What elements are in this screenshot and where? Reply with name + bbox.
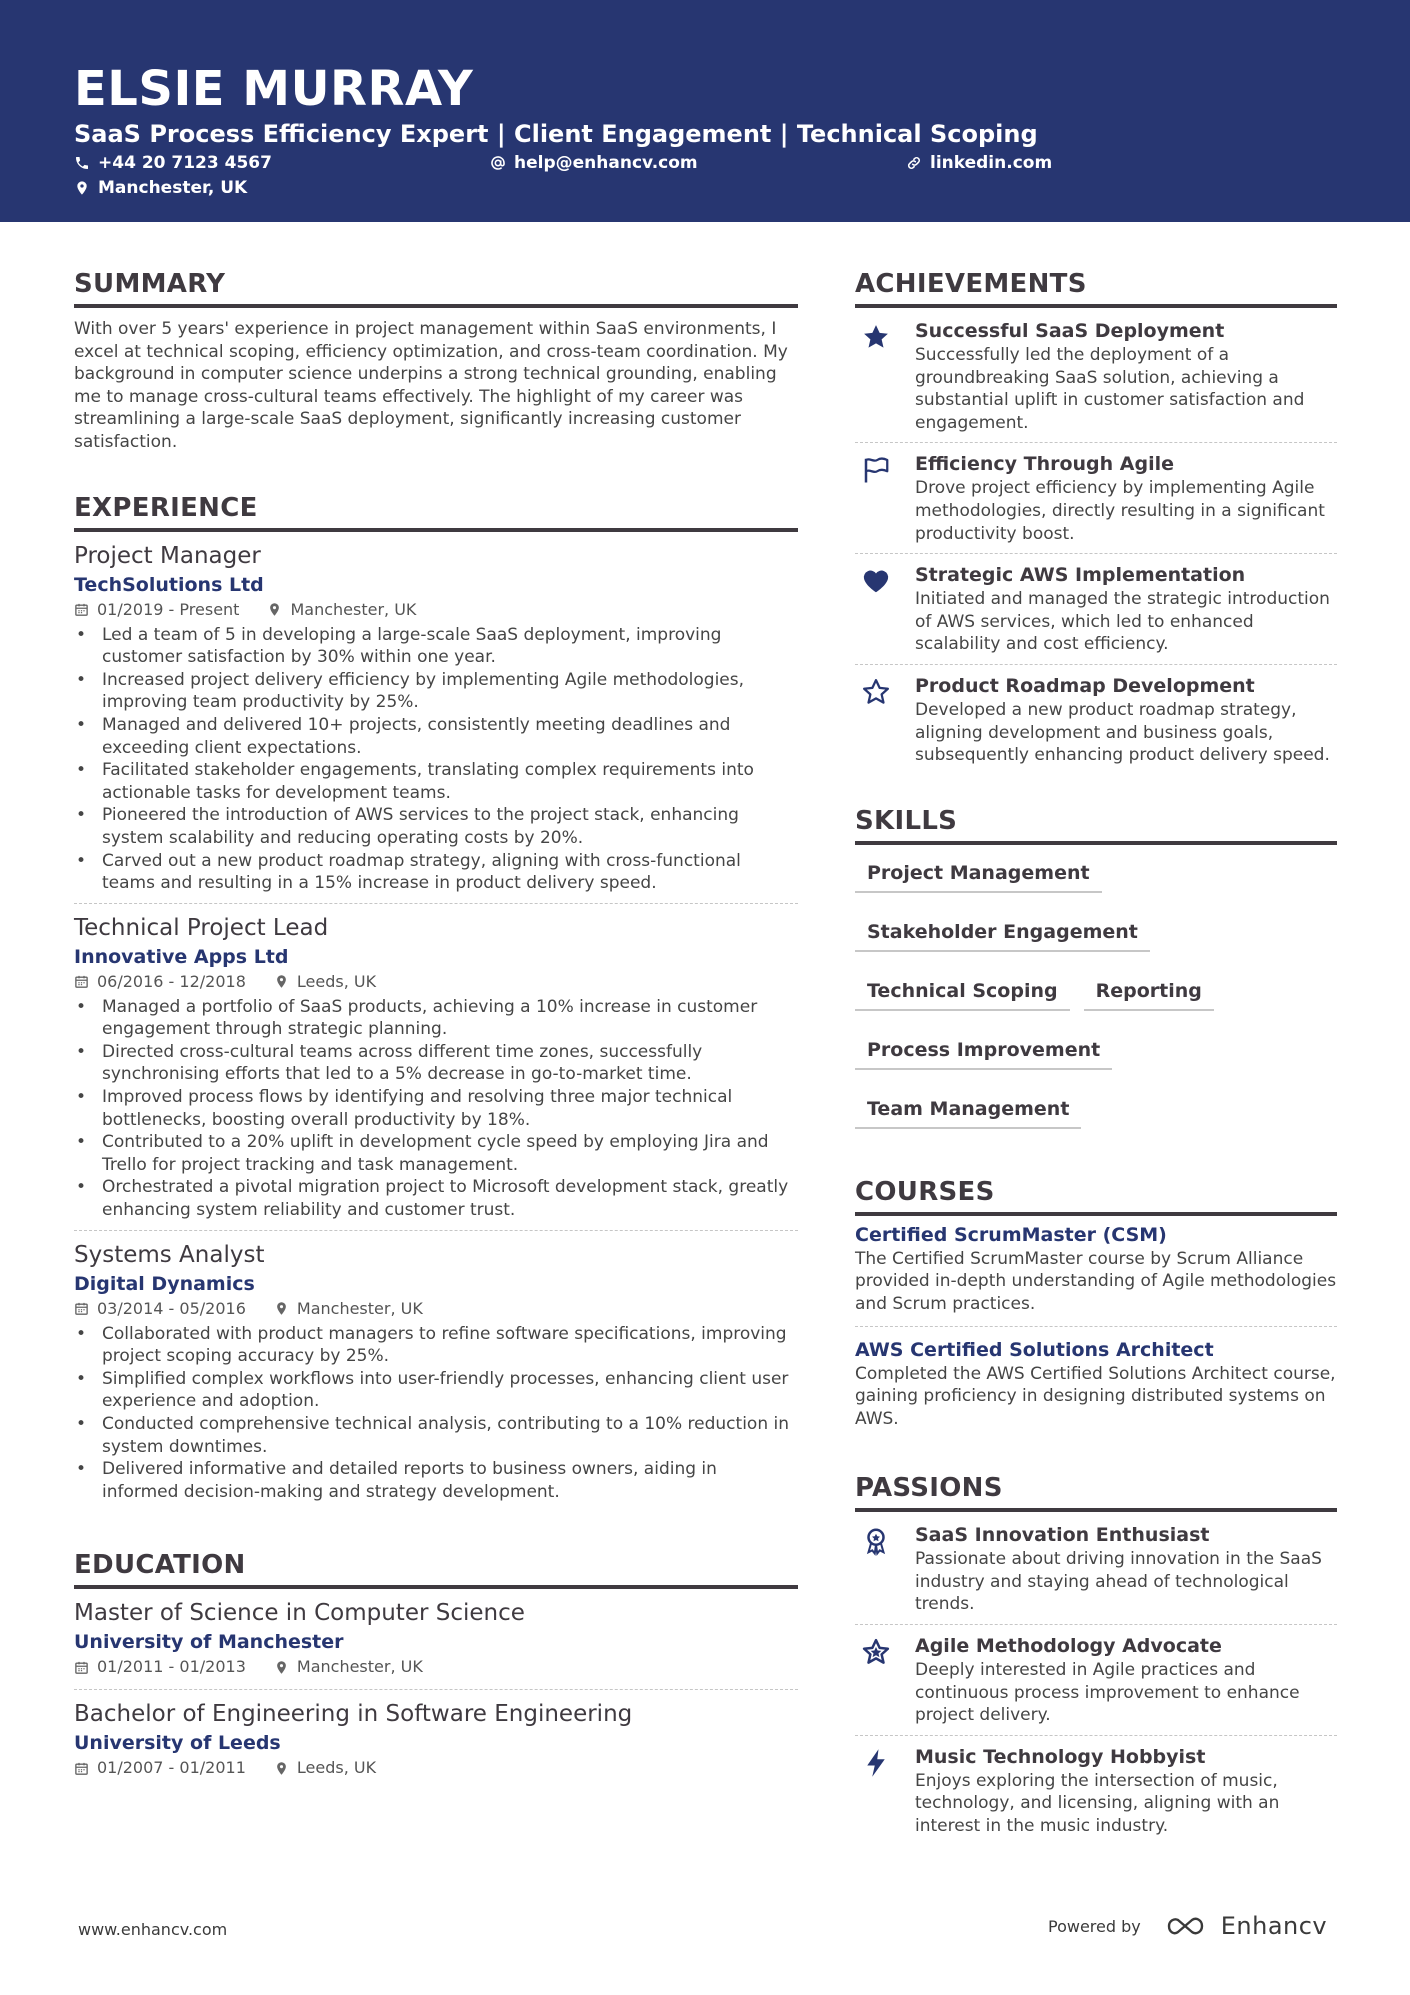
- calendar-icon: [74, 1761, 89, 1776]
- passion-title: Music Technology Hobbyist: [915, 1745, 1206, 1768]
- bullet-item: • Managed and delivered 10+ projects, consistently meeting deadlines and exceeding client expectations.: [74, 714, 798, 759]
- linkedin-text[interactable]: linkedin.com: [930, 153, 1053, 173]
- course-desc: The Certified ScrumMaster course by Scrum Alliance provided in-depth understanding of Agile methodologies and Scrum practices.: [855, 1248, 1337, 1314]
- degree-title: Master of Science in Computer Science: [74, 1600, 525, 1627]
- candidate-name: ELSIE MURRAY: [74, 61, 474, 117]
- courses-title: COURSES: [855, 1174, 1337, 1216]
- location-text: Manchester, UK: [98, 178, 248, 198]
- job-bullets: [74, 1323, 798, 1504]
- right-column: [855, 266, 1337, 1846]
- education-dates: 01/2011 - 01/2013: [97, 1657, 246, 1677]
- calendar-icon: [74, 602, 89, 617]
- bullet-item: • Carved out a new product roadmap strategy, aligning with cross-functional teams and resulting in a 15% increase in product delivery speed.: [74, 850, 798, 895]
- bullet-item: • Led a team of 5 in developing a large-scale SaaS deployment, improving customer satisfaction by 30% within one year.: [74, 624, 798, 669]
- passion-title: Agile Methodology Advocate: [915, 1635, 1222, 1658]
- candidate-headline: SaaS Process Efficiency Expert | Client Engagement | Technical Scoping: [74, 120, 1038, 148]
- education-meta: [74, 1655, 798, 1679]
- achievement-item: [855, 310, 1337, 443]
- job-meta: [74, 1297, 798, 1321]
- powered-by-text: Powered by: [1048, 1916, 1141, 1936]
- location-pin-icon: [274, 1301, 289, 1316]
- job-dates: 06/2016 - 12/2018: [97, 971, 246, 991]
- bullet-item: • Contributed to a 20% uplift in development cycle speed by employing Jira and Trello for project tracking and task management.: [74, 1131, 798, 1176]
- passion-desc: Enjoys exploring the intersection of music, technology, and licensing, aligning with an interest in the music industry.: [915, 1770, 1280, 1837]
- bullet-item: • Improved process flows by identifying and resolving three major technical bottlenecks, boosting overall productivity by 18%.: [74, 1086, 798, 1131]
- job-bullets: [74, 624, 798, 895]
- company-name: Digital Dynamics: [74, 1272, 255, 1295]
- course-item: [855, 1222, 1337, 1327]
- phone-icon: [74, 155, 90, 171]
- passion-desc: Deeply interested in Agile practices and continuous process improvement to enhance project delivery.: [915, 1660, 1300, 1726]
- degree-title: Bachelor of Engineering in Software Engineering: [74, 1701, 633, 1728]
- education-entry: [74, 1698, 798, 1790]
- achievement-title: Strategic AWS Implementation: [915, 564, 1246, 587]
- education-dates: 01/2007 - 01/2011: [97, 1758, 246, 1778]
- achievement-item: [855, 665, 1337, 775]
- left-column: [74, 266, 798, 1798]
- skill-tag: Project Management: [855, 853, 1102, 893]
- job-bullets: [74, 996, 798, 1222]
- achievement-desc: Developed a new product roadmap strategy, aligning development and business goals, subsequently enhancing product delivery speed.: [915, 699, 1330, 766]
- at-icon: [490, 155, 506, 171]
- footer-branding: [1048, 1912, 1327, 1940]
- achievement-desc: Initiated and managed the strategic introduction of AWS services, which led to enhanced scalability and cost efficiency.: [915, 589, 1330, 655]
- achievement-item: [855, 443, 1337, 554]
- contact-phone: [74, 152, 272, 174]
- achievement-title: Efficiency Through Agile: [915, 453, 1175, 476]
- job-entry: [74, 540, 798, 904]
- star-filled-icon: [861, 322, 891, 352]
- education-meta: [74, 1756, 798, 1780]
- education-entry: [74, 1597, 798, 1690]
- calendar-icon: [74, 974, 89, 989]
- bullet-item: • Pioneered the introduction of AWS services to the project stack, enhancing system scalability and reducing operating costs by 20%.: [74, 804, 798, 849]
- bullet-item: • Simplified complex workflows into user-friendly processes, enhancing client user experience and adoption.: [74, 1368, 798, 1413]
- passion-desc: Passionate about driving innovation in the SaaS industry and staying ahead of technological trends.: [915, 1549, 1322, 1615]
- bullet-item: • Collaborated with product managers to refine software specifications, improving project scoping accuracy by 25%.: [74, 1323, 798, 1368]
- lightning-icon: [861, 1748, 891, 1778]
- experience-title: EXPERIENCE: [74, 490, 798, 532]
- location-pin-icon: [267, 602, 282, 617]
- job-location-text: Leeds, UK: [296, 971, 377, 991]
- job-dates: 01/2019 - Present: [97, 599, 240, 619]
- job-entry: [74, 1239, 798, 1512]
- award-icon: [861, 1526, 891, 1556]
- bullet-item: • Facilitated stakeholder engagements, translating complex requirements into actionable tasks for development teams.: [74, 759, 798, 804]
- passion-item: [855, 1625, 1337, 1736]
- achievements-title: ACHIEVEMENTS: [855, 266, 1337, 308]
- job-meta: [74, 598, 798, 622]
- footer-website[interactable]: www.enhancv.com: [78, 1920, 228, 1939]
- school-name: University of Leeds: [74, 1732, 281, 1755]
- achievement-title: Product Roadmap Development: [915, 674, 1255, 697]
- school-name: University of Manchester: [74, 1631, 344, 1654]
- skill-tag: Process Improvement: [855, 1030, 1112, 1070]
- education-location: [274, 1655, 423, 1679]
- achievement-desc: Successfully led the deployment of a groundbreaking SaaS solution, achieving a substantial uplift in customer satisfaction and engagement.: [915, 345, 1305, 433]
- brand-name: Enhancv: [1220, 1912, 1328, 1940]
- location-pin-icon: [274, 1660, 289, 1675]
- contact-location: [74, 177, 247, 199]
- link-icon: [906, 155, 922, 171]
- education-location-text: Manchester, UK: [296, 1657, 423, 1677]
- location-pin-icon: [274, 1761, 289, 1776]
- bullet-item: • Increased project delivery efficiency by implementing Agile methodologies, improving team productivity by 25%.: [74, 669, 798, 714]
- achievement-item: [855, 554, 1337, 665]
- company-name: TechSolutions Ltd: [74, 573, 264, 596]
- calendar-icon: [74, 1660, 89, 1675]
- skills-title: SKILLS: [855, 803, 1337, 845]
- job-entry: [74, 912, 798, 1231]
- job-meta: [74, 970, 798, 994]
- enhancv-logo-icon: [1165, 1914, 1213, 1938]
- skill-tag: Team Management: [855, 1089, 1081, 1129]
- summary-text: With over 5 years' experience in project management within SaaS environments, I excel at technical scoping, efficiency optimization, and cross-team coordination. My background in computer science underpins a strong technical grounding, enabling me to manage cross-cultural teams effectively. The highlight of my career was streamlining a large-scale SaaS deployment, significantly increasing customer satisfaction.: [74, 319, 788, 452]
- skill-tag: Reporting: [1084, 971, 1214, 1011]
- education-location: [274, 1756, 376, 1780]
- resume-header: [0, 0, 1410, 222]
- passion-item: [855, 1736, 1337, 1846]
- star-outline-icon: [861, 677, 891, 707]
- heart-icon: [861, 566, 891, 596]
- location-pin-icon: [274, 974, 289, 989]
- job-title: Systems Analyst: [74, 1241, 265, 1268]
- course-title: Certified ScrumMaster (CSM): [855, 1223, 1167, 1246]
- passion-title: SaaS Innovation Enthusiast: [915, 1524, 1210, 1547]
- achievement-desc: Drove project efficiency by implementing Agile methodologies, directly resulting in a significant productivity boost.: [915, 478, 1325, 544]
- course-title: AWS Certified Solutions Architect: [855, 1338, 1214, 1361]
- sparkle-star-icon: [861, 1637, 891, 1667]
- passions-title: PASSIONS: [855, 1470, 1337, 1512]
- company-name: Innovative Apps Ltd: [74, 945, 289, 968]
- job-location: [274, 1297, 423, 1321]
- passion-item: [855, 1514, 1337, 1625]
- location-pin-icon: [74, 180, 90, 196]
- contact-email[interactable]: [490, 152, 698, 174]
- phone-text: +44 20 7123 4567: [98, 153, 272, 173]
- job-location-text: Manchester, UK: [290, 599, 417, 619]
- flag-icon: [861, 455, 891, 485]
- job-location: [267, 598, 416, 622]
- job-location-text: Manchester, UK: [296, 1298, 423, 1318]
- bullet-item: • Orchestrated a pivotal migration project to Microsoft development stack, greatly enhancing system reliability and customer trust.: [74, 1176, 798, 1221]
- bullet-item: • Managed a portfolio of SaaS products, achieving a 10% increase in customer engagement through strategic planning.: [74, 996, 798, 1041]
- skill-tag: Stakeholder Engagement: [855, 912, 1150, 952]
- contact-linkedin[interactable]: [906, 152, 1052, 174]
- job-location: [274, 970, 376, 994]
- email-text[interactable]: help@enhancv.com: [514, 153, 698, 173]
- bullet-item: • Delivered informative and detailed reports to business owners, aiding in informed decision-making and strategy development.: [74, 1458, 798, 1503]
- bullet-item: • Directed cross-cultural teams across different time zones, successfully synchronising efforts that led to a 5% decrease in go-to-market time.: [74, 1041, 798, 1086]
- job-title: Project Manager: [74, 542, 261, 569]
- summary-title: SUMMARY: [74, 266, 798, 308]
- achievement-title: Successful SaaS Deployment: [915, 320, 1225, 342]
- brand-logo[interactable]: [1165, 1912, 1327, 1940]
- course-desc: Completed the AWS Certified Solutions Architect course, gaining proficiency in designing distributed systems on AWS.: [855, 1363, 1336, 1429]
- skill-tag: Technical Scoping: [855, 971, 1070, 1011]
- skills-list: [855, 853, 1337, 1148]
- calendar-icon: [74, 1301, 89, 1316]
- education-title: EDUCATION: [74, 1547, 798, 1589]
- job-dates: 03/2014 - 05/2016: [97, 1298, 246, 1318]
- course-item: [855, 1337, 1337, 1441]
- job-title: Technical Project Lead: [74, 914, 329, 941]
- bullet-item: • Conducted comprehensive technical analysis, contributing to a 10% reduction in system downtimes.: [74, 1413, 798, 1458]
- education-location-text: Leeds, UK: [296, 1758, 377, 1778]
